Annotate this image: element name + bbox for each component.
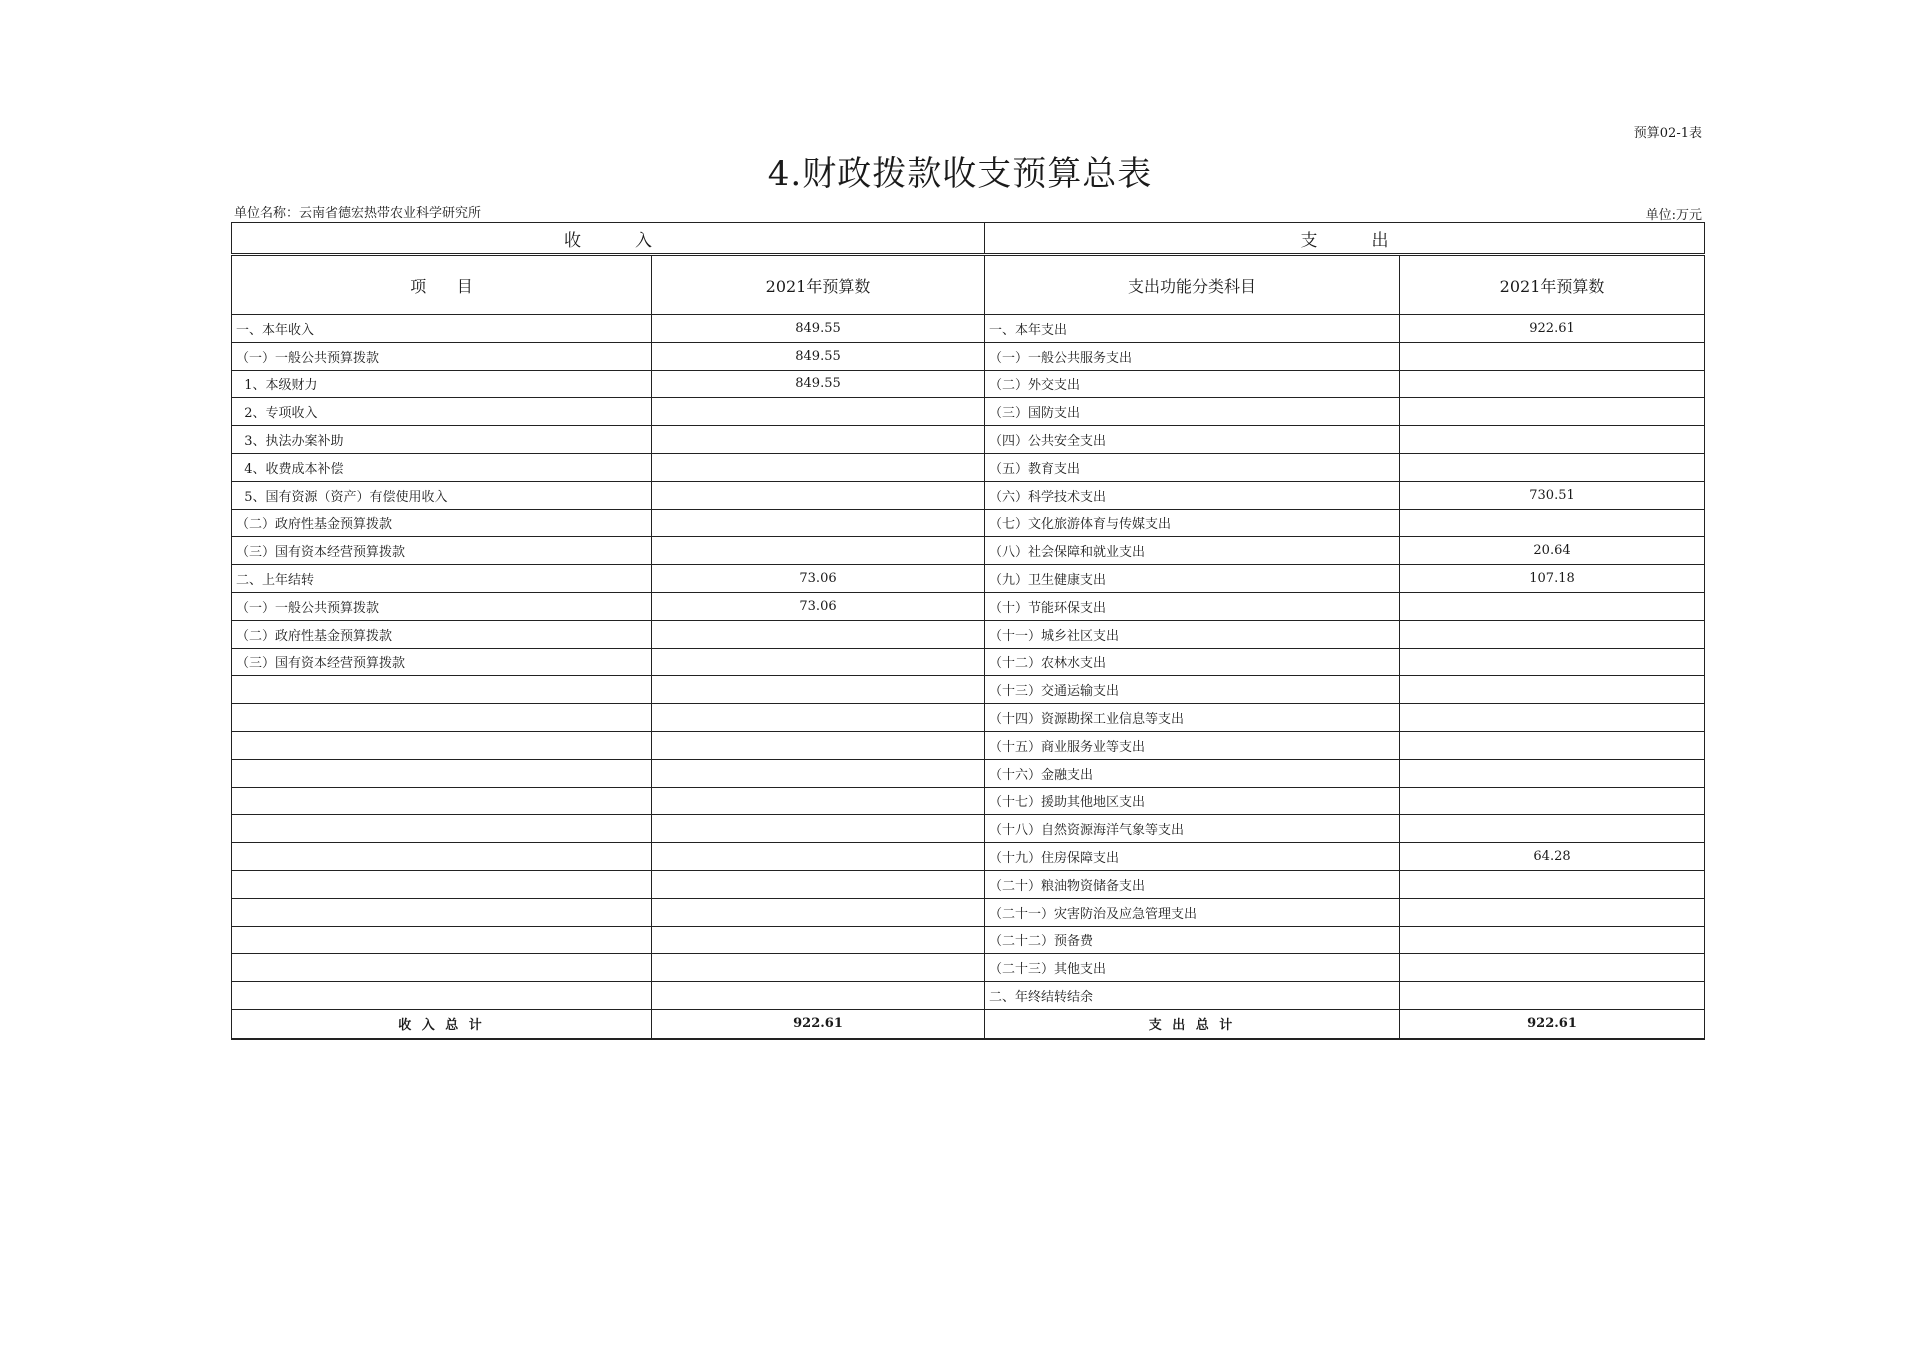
expense-value-cell [1400,898,1705,926]
expense-value-cell: 64.28 [1400,843,1705,871]
income-value-cell [652,676,985,704]
table-row [232,426,1705,454]
income-value-cell [652,898,985,926]
income-value-cell [652,731,985,759]
table-row [232,453,1705,481]
expense-value-cell [1400,731,1705,759]
expense-value-cell: 922.61 [1400,315,1705,343]
expense-value-cell [1400,509,1705,537]
income-item-cell: 4、收费成本补偿 [232,453,652,481]
income-item-cell: （二）政府性基金预算拨款 [232,620,652,648]
expense-item-cell: （八）社会保障和就业支出 [985,537,1400,565]
table-row [232,370,1705,398]
income-item-cell [232,898,652,926]
header-income-value: 2021年预算数 [652,255,985,315]
table-row [232,676,1705,704]
income-item-cell [232,843,652,871]
expense-item-cell: （二十）粮油物资储备支出 [985,870,1400,898]
income-item-cell: （三）国有资本经营预算拨款 [232,648,652,676]
expense-value-cell: 107.18 [1400,565,1705,593]
expense-value-cell [1400,926,1705,954]
expense-item-cell: （二十二）预备费 [985,926,1400,954]
income-value-cell [652,954,985,982]
expense-total-label: 支 出 总 计 [985,1009,1400,1039]
income-item-cell [232,787,652,815]
income-value-cell [652,870,985,898]
income-item-cell [232,815,652,843]
expense-value-cell [1400,870,1705,898]
income-value-cell [652,759,985,787]
income-item-cell: 3、执法办案补助 [232,426,652,454]
table-row [232,843,1705,871]
expense-item-cell: （十三）交通运输支出 [985,676,1400,704]
income-item-cell [232,731,652,759]
expense-value-cell [1400,453,1705,481]
expense-item-cell: （二）外交支出 [985,370,1400,398]
document-title: 4.财政拨款收支预算总表 [767,154,1153,194]
income-value-cell: 73.06 [652,565,985,593]
expense-item-cell: （十七）援助其他地区支出 [985,787,1400,815]
table-row [232,926,1705,954]
header-expense-item: 支出功能分类科目 [985,255,1400,315]
income-item-cell [232,954,652,982]
income-item-cell: （三）国有资本经营预算拨款 [232,537,652,565]
expense-item-cell: 一、本年支出 [985,315,1400,343]
table-row [232,787,1705,815]
expense-item-cell: （七）文化旅游体育与传媒支出 [985,509,1400,537]
table-row [232,620,1705,648]
table-row [232,481,1705,509]
expense-value-cell [1400,426,1705,454]
table-row [232,592,1705,620]
table-row [232,342,1705,370]
income-item-cell [232,926,652,954]
table-row [232,759,1705,787]
expense-item-cell: （二十一）灾害防治及应急管理支出 [985,898,1400,926]
header-expense-value: 2021年预算数 [1400,255,1705,315]
expense-total-value: 922.61 [1400,1009,1705,1039]
table-row [232,870,1705,898]
expense-value-cell [1400,704,1705,732]
expense-item-cell: （六）科学技术支出 [985,481,1400,509]
expense-item-cell: （五）教育支出 [985,453,1400,481]
table-row [232,815,1705,843]
table-row [232,565,1705,593]
income-value-cell: 849.55 [652,315,985,343]
income-item-cell: 5、国有资源（资产）有偿使用收入 [232,481,652,509]
income-item-cell: （一）一般公共预算拨款 [232,592,652,620]
expense-value-cell [1400,592,1705,620]
unit-name: 单位名称：云南省德宏热带农业科学研究所 [234,206,482,221]
expense-value-cell [1400,787,1705,815]
income-item-cell [232,870,652,898]
income-value-cell [652,843,985,871]
expense-value-cell: 20.64 [1400,537,1705,565]
expense-item-cell: （十四）资源勘探工业信息等支出 [985,704,1400,732]
expense-value-cell [1400,954,1705,982]
income-value-cell [652,453,985,481]
expense-item-cell: （十二）农林水支出 [985,648,1400,676]
expense-value-cell [1400,370,1705,398]
table-row [232,648,1705,676]
income-value-cell [652,537,985,565]
income-value-cell [652,815,985,843]
column-header-row [232,255,1705,315]
income-item-cell: 2、专项收入 [232,398,652,426]
expense-item-cell: （一）一般公共服务支出 [985,342,1400,370]
expense-value-cell [1400,342,1705,370]
income-value-cell [652,648,985,676]
table-row [232,315,1705,343]
income-value-cell [652,398,985,426]
total-row [232,1009,1705,1039]
income-item-cell: （二）政府性基金预算拨款 [232,509,652,537]
income-value-cell: 849.55 [652,342,985,370]
expense-value-cell [1400,982,1705,1010]
income-value-cell: 849.55 [652,370,985,398]
expense-value-cell [1400,398,1705,426]
income-total-value: 922.61 [652,1009,985,1039]
table-row [232,509,1705,537]
income-value-cell [652,426,985,454]
expense-item-cell: 二、年终结转结余 [985,982,1400,1010]
income-total-label: 收 入 总 计 [232,1009,652,1039]
budget-table [231,222,1705,1040]
table-row [232,704,1705,732]
currency-unit: 单位:万元 [1645,208,1702,223]
expense-item-cell: （四）公共安全支出 [985,426,1400,454]
form-number: 预算02-1表 [1633,126,1702,141]
income-item-cell [232,982,652,1010]
table-row [232,731,1705,759]
income-item-cell [232,759,652,787]
expense-value-cell [1400,648,1705,676]
income-item-cell [232,704,652,732]
expense-value-cell [1400,815,1705,843]
income-value-cell [652,926,985,954]
income-item-cell: 1、本级财力 [232,370,652,398]
expense-item-cell: （十一）城乡社区支出 [985,620,1400,648]
income-value-cell [652,481,985,509]
expense-item-cell: （九）卫生健康支出 [985,565,1400,593]
expense-item-cell: （十）节能环保支出 [985,592,1400,620]
expense-value-cell [1400,759,1705,787]
income-value-cell [652,620,985,648]
table-row [232,537,1705,565]
expense-item-cell: （十九）住房保障支出 [985,843,1400,871]
section-header-row [232,223,1705,255]
income-item-cell [232,676,652,704]
table-row [232,898,1705,926]
table-row [232,398,1705,426]
budget-table-body [232,223,1705,1039]
income-value-cell [652,509,985,537]
expense-value-cell [1400,620,1705,648]
expense-item-cell: （三）国防支出 [985,398,1400,426]
header-income-item: 项 目 [232,255,652,315]
expense-item-cell: （十八）自然资源海洋气象等支出 [985,815,1400,843]
expense-item-cell: （二十三）其他支出 [985,954,1400,982]
income-value-cell [652,982,985,1010]
expense-value-cell: 730.51 [1400,481,1705,509]
section-income: 收 入 [232,223,985,255]
income-item-cell: 二、上年结转 [232,565,652,593]
income-value-cell [652,787,985,815]
expense-value-cell [1400,676,1705,704]
expense-item-cell: （十六）金融支出 [985,759,1400,787]
income-value-cell: 73.06 [652,592,985,620]
income-item-cell: 一、本年收入 [232,315,652,343]
income-value-cell [652,704,985,732]
expense-item-cell: （十五）商业服务业等支出 [985,731,1400,759]
table-row [232,982,1705,1010]
income-item-cell: （一）一般公共预算拨款 [232,342,652,370]
table-row [232,954,1705,982]
section-expense: 支 出 [985,223,1705,255]
